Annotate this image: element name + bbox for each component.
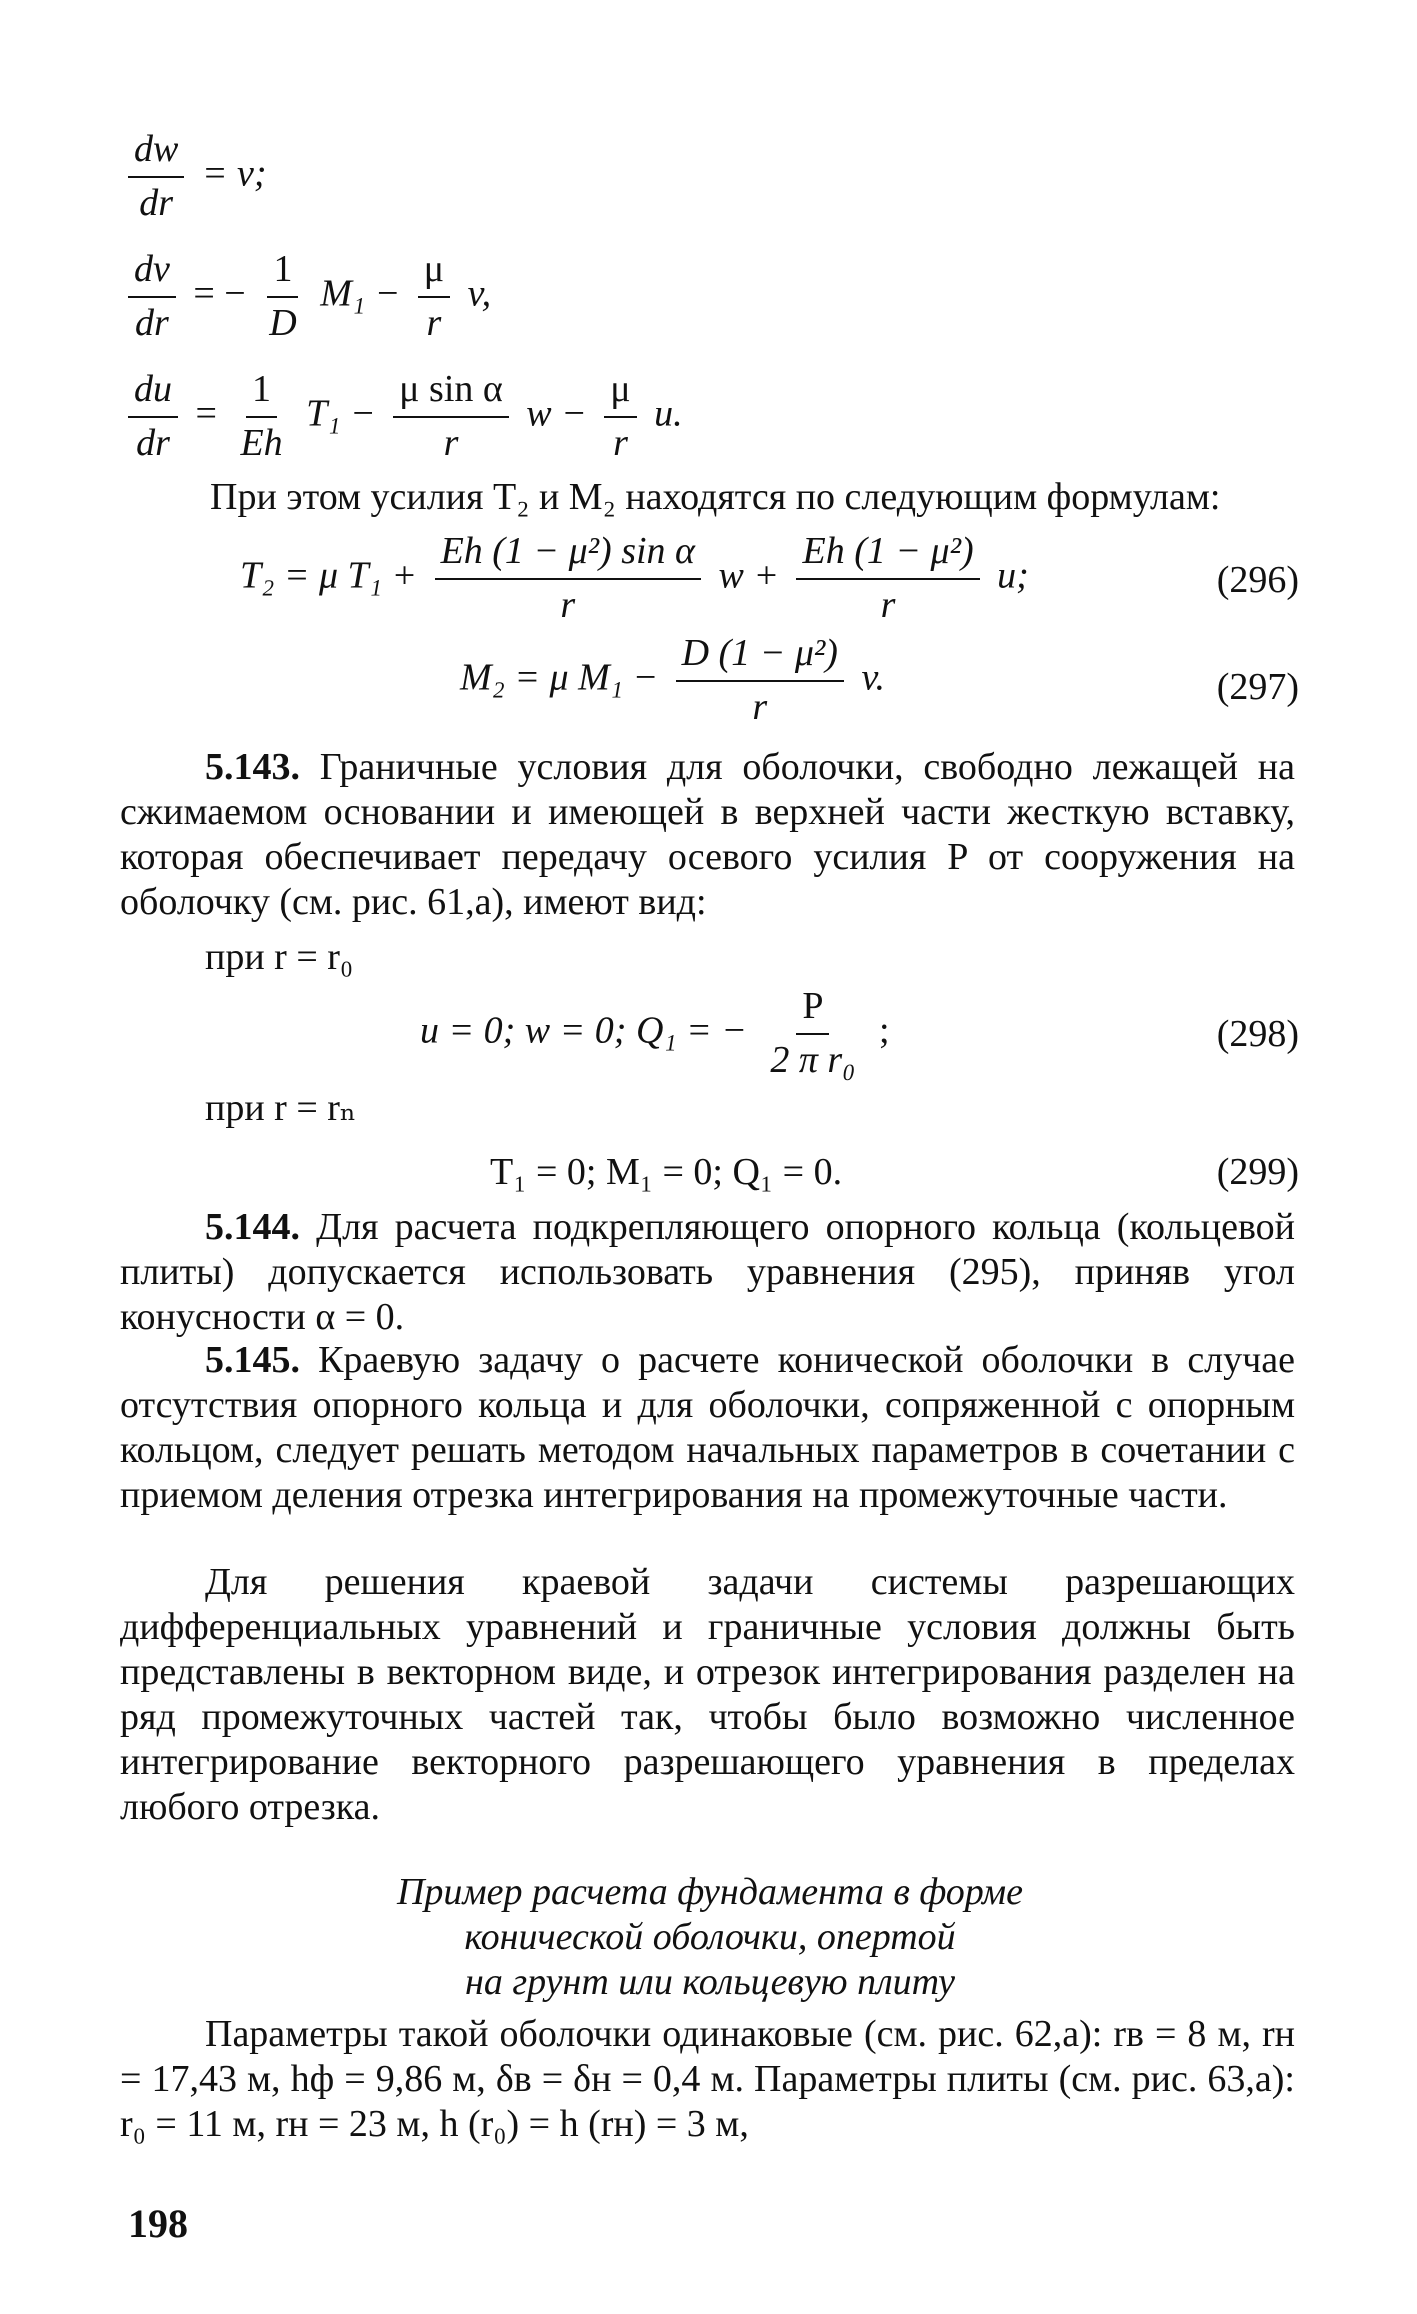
term: v.: [861, 656, 886, 699]
denominator: r: [752, 685, 768, 728]
numerator: μ sin α: [393, 368, 509, 418]
denominator: r: [426, 301, 442, 344]
equation-dv-dr: [120, 248, 491, 345]
denominator: r: [560, 583, 576, 626]
term: T₁ −: [306, 392, 376, 435]
equation-number: (297): [1216, 666, 1299, 708]
condition-r-r0: при r = r₀: [205, 936, 354, 978]
paragraph-5-143: [120, 745, 1295, 925]
numerator: P: [796, 985, 829, 1035]
fraction: [435, 530, 701, 627]
term: w +: [718, 554, 779, 597]
equation-299: T₁ = 0; M₁ = 0; Q₁ = 0.: [490, 1151, 843, 1193]
numerator: μ: [604, 368, 636, 418]
paragraph-parameters: Параметры такой оболочки одинаковые (см. рис. 62,а): rв = 8 м, rн = 17,43 м, hф = 9,86 м, δв = δн = 0,4 м. Параметры плиты (см. рис. 63,а): r₀ = 11 м, rн = 23 м, h (r₀) = h (rн) = 3 м,: [120, 2013, 1295, 2145]
numerator: 1: [267, 248, 298, 298]
paragraph-number: 5.145.: [205, 1339, 300, 1381]
denominator: r: [613, 421, 628, 464]
denominator: D: [269, 301, 297, 344]
numerator: dw: [128, 128, 184, 178]
fraction: [764, 985, 861, 1082]
fraction: [604, 368, 636, 465]
denominator: Eh: [240, 421, 283, 464]
denominator: dr: [135, 301, 169, 344]
term: u.: [654, 392, 683, 435]
heading-line: на грунт или кольцевую плиту: [464, 1961, 956, 2003]
denominator: dr: [136, 421, 170, 464]
fraction: [263, 248, 302, 345]
equation-298: [420, 985, 890, 1082]
numerator: Eh (1 − μ²): [796, 530, 979, 580]
denominator: r: [880, 583, 896, 626]
lhs: T₂ = μ T₁ +: [240, 554, 418, 597]
paragraph-solution: Для решения краевой задачи системы разрешающих дифференциальных уравнений и граничные условия должны быть представлены в векторном виде, и отрезок интегрирования разделен на ряд промежуточных частей так, чтобы было возможно численное интегрирование векторного разрешающего уравнения в пределах любого отрезка.: [120, 1561, 1295, 1828]
term: v,: [467, 272, 492, 315]
equation-number: (296): [1216, 559, 1299, 601]
equation-dw-dr: [120, 128, 267, 225]
fraction: [128, 248, 176, 345]
lhs: u = 0; w = 0; Q₁ = −: [420, 1009, 747, 1052]
rhs: = v;: [201, 152, 267, 195]
equation-number: (299): [1216, 1151, 1299, 1193]
equation-number: (298): [1216, 1013, 1299, 1055]
operator: =: [195, 392, 217, 435]
condition-r-rn: при r = rₙ: [205, 1087, 357, 1129]
equation-296: [240, 530, 1029, 627]
term: M₁ −: [320, 272, 401, 315]
lhs: M₂ = μ M₁ −: [460, 656, 659, 699]
fraction: [418, 248, 450, 345]
numerator: μ: [418, 248, 450, 298]
section-heading: [300, 1870, 1120, 2005]
paragraph-text: Для расчета подкрепляющего опорного кольца (кольцевой плиты) допускается использовать уравнения (295), приняв угол конусности α = 0.: [120, 1206, 1295, 1338]
fraction: [128, 128, 184, 225]
term: u;: [997, 554, 1029, 597]
paragraph-number: 5.144.: [205, 1206, 300, 1248]
denominator: r: [443, 421, 459, 464]
term: ;: [878, 1009, 890, 1052]
paragraph-number: 5.143.: [205, 746, 300, 788]
intro-paragraph: При этом усилия T₂ и M₂ находятся по следующим формулам:: [210, 476, 1221, 518]
equation-297: [460, 632, 885, 729]
equation-du-dr: [120, 368, 683, 465]
operator: = −: [193, 272, 246, 315]
paragraph-5-144: [120, 1205, 1295, 1340]
numerator: dv: [128, 248, 176, 298]
paragraph-text: Граничные условия для оболочки, свободно лежащей на сжимаемом основании и имеющей в верхней части жесткую вставку, которая обеспечивает передачу осевого усилия P от сооружения на оболочку (см. рис. 61,а), имеют вид:: [120, 746, 1295, 923]
fraction: [393, 368, 509, 465]
page-number: 198: [128, 2201, 188, 2246]
numerator: Eh (1 − μ²) sin α: [435, 530, 701, 580]
numerator: du: [128, 368, 178, 418]
heading-line: Пример расчета фундамента в форме: [396, 1871, 1024, 1913]
term: w −: [526, 392, 587, 435]
paragraph-text: Краевую задачу о расчете конической оболочки в случае отсутствия опорного кольца и для оболочки, сопряженной с опорным кольцом, следует решать методом начальных параметров в сочетании с приемом деления отрезка интегрирования на промежуточные части.: [120, 1339, 1295, 1516]
paragraph-5-145: [120, 1338, 1295, 1518]
denominator: 2 π r₀: [770, 1038, 856, 1081]
fraction: [796, 530, 979, 627]
fraction: [234, 368, 288, 465]
numerator: 1: [246, 368, 277, 418]
denominator: dr: [139, 181, 174, 224]
fraction: [128, 368, 178, 465]
heading-line: конической оболочки, опертой: [464, 1916, 956, 1958]
numerator: D (1 − μ²): [676, 632, 844, 682]
fraction: [676, 632, 844, 729]
